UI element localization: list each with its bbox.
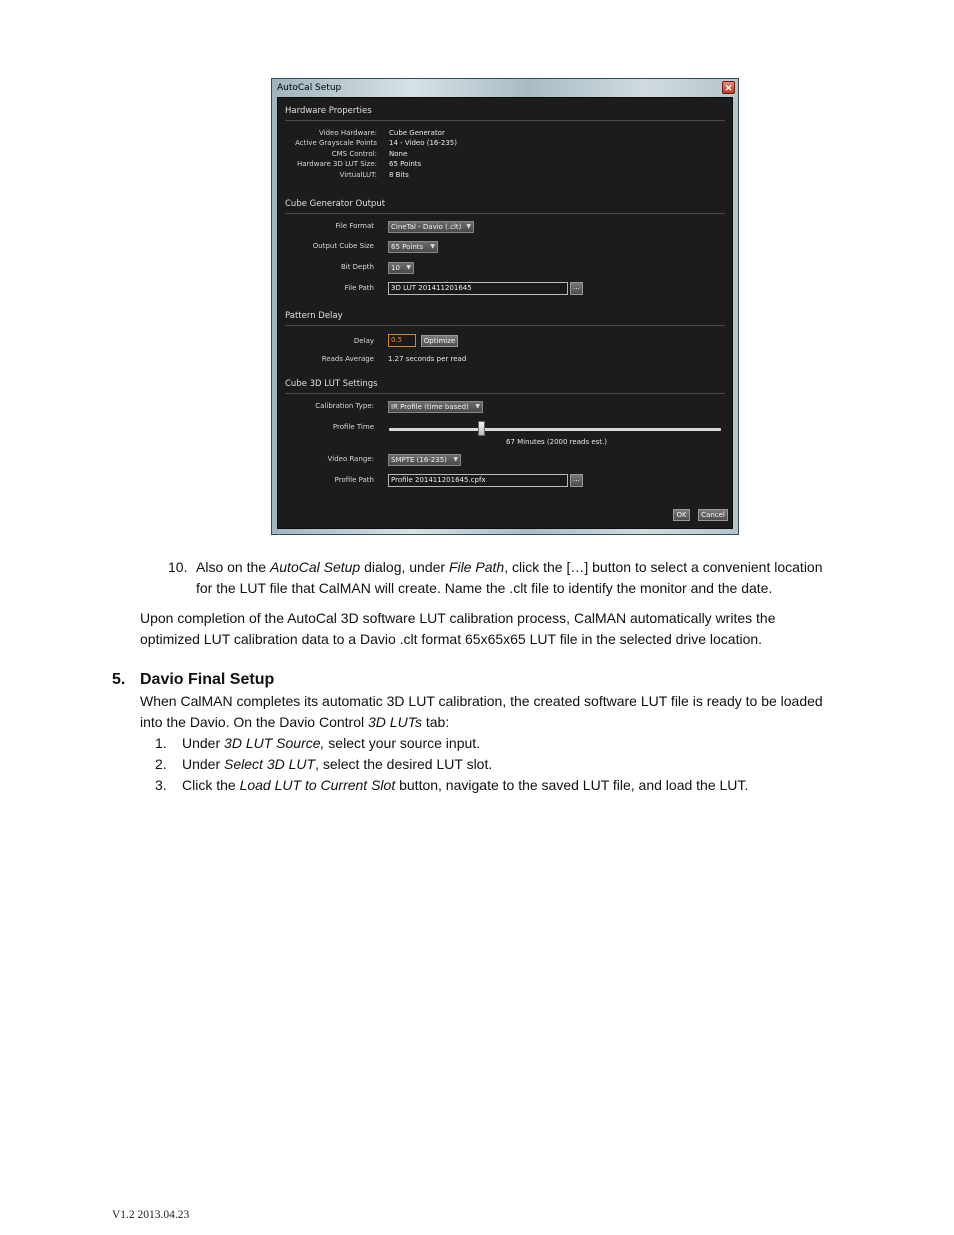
profile-time-slider-thumb[interactable]	[478, 421, 485, 436]
file-path-input[interactable]: 3D LUT 201411201645	[388, 282, 568, 295]
delay-label: Delay	[353, 337, 374, 345]
step-10-line-2: for the LUT file that CalMAN will create. Name the .clt file to identify the monitor and the date.	[196, 580, 773, 596]
bit-depth-label: Bit Depth	[340, 263, 374, 271]
section-5-title: Davio Final Setup	[140, 671, 275, 688]
divider	[285, 213, 725, 214]
section-5-number: 5.	[112, 671, 126, 688]
version-footer: V1.2 2013.04.23	[112, 1209, 190, 1221]
cms-control-value: None	[389, 150, 408, 158]
cms-control-label: CMS Control:	[331, 150, 377, 158]
chevron-down-icon: ▼	[466, 223, 471, 230]
step-1-text: Under 3D LUT Source, select your source input.	[182, 735, 481, 751]
video-range-dropdown[interactable]	[388, 454, 461, 466]
cube-size-dropdown[interactable]	[388, 241, 438, 253]
video-hardware-value: Cube Generator	[389, 129, 445, 137]
paragraph-final-line-2: into the Davio. On the Davio Control 3D LUTs tab:	[140, 714, 450, 730]
calibration-type-dropdown[interactable]	[388, 401, 483, 413]
file-path-label: File Path	[344, 284, 374, 292]
paragraph-completion-line-1: Upon completion of the AutoCal 3D software LUT calibration process, CalMAN automatically writes the	[140, 610, 776, 626]
delay-input[interactable]: 0.5	[388, 334, 416, 347]
reads-average-label: Reads Average	[321, 355, 374, 363]
grayscale-points-value: 14 - Video (16-235)	[389, 139, 457, 147]
file-format-label: File Format	[335, 222, 374, 230]
bit-depth-dropdown[interactable]	[388, 262, 414, 274]
profile-path-label: Profile Path	[334, 476, 374, 484]
divider	[285, 120, 725, 121]
close-icon[interactable]: ✕	[722, 81, 735, 94]
lut-size-label: Hardware 3D LUT Size:	[297, 160, 377, 168]
chevron-down-icon: ▼	[475, 403, 480, 410]
calibration-type-value: IR Profile (time based)	[391, 403, 469, 411]
virtual-lut-value: 8 Bits	[389, 171, 409, 179]
step-3-number: 3.	[155, 777, 167, 793]
cube-generator-output-heading: Cube Generator Output	[285, 199, 386, 209]
dialog-body	[277, 97, 733, 529]
profile-time-label: Profile Time	[332, 423, 374, 431]
chevron-down-icon: ▼	[406, 264, 411, 271]
dialog-title: AutoCal Setup	[277, 83, 342, 93]
lut-size-value: 65 Points	[389, 160, 422, 168]
divider	[285, 393, 725, 394]
step-10-line-1: Also on the AutoCal Setup dialog, under File Path, click the […] button to select a convenient location	[196, 559, 823, 575]
hardware-properties-heading: Hardware Properties	[285, 106, 372, 116]
ok-button[interactable]: OK	[673, 509, 690, 521]
profile-path-input[interactable]: Profile 201411201645.cpfx	[388, 474, 568, 487]
grayscale-points-label: Active Grayscale Points	[295, 139, 377, 147]
virtual-lut-label: VirtualLUT:	[339, 171, 377, 179]
cube-size-value: 65 Points	[391, 243, 424, 251]
bit-depth-value: 10	[391, 264, 400, 272]
video-hardware-label: Video Hardware:	[319, 129, 377, 137]
profile-path-browse-button[interactable]: ...	[570, 474, 583, 487]
pattern-delay-heading: Pattern Delay	[285, 311, 343, 321]
step-1-number: 1.	[155, 735, 167, 751]
cube-lut-settings-heading: Cube 3D LUT Settings	[285, 379, 378, 389]
chevron-down-icon: ▼	[453, 456, 458, 463]
file-path-browse-button[interactable]: ...	[570, 282, 583, 295]
step-2-number: 2.	[155, 756, 167, 772]
profile-time-slider[interactable]	[389, 428, 721, 431]
step-3-text: Click the Load LUT to Current Slot button, navigate to the saved LUT file, and load the LUT.	[182, 777, 749, 793]
cube-size-label: Output Cube Size	[312, 242, 374, 250]
step-2-text: Under Select 3D LUT, select the desired LUT slot.	[182, 756, 493, 772]
profile-time-value: 67 Minutes (2000 reads est.)	[506, 438, 607, 446]
reads-average-value: 1.27 seconds per read	[388, 355, 467, 363]
optimize-button[interactable]: Optimize	[421, 335, 458, 347]
video-range-value: SMPTE (16-235)	[391, 456, 447, 464]
calibration-type-label: Calibration Type:	[315, 402, 374, 410]
paragraph-final-line-1: When CalMAN completes its automatic 3D LUT calibration, the created software LUT file is ready to be loaded	[140, 693, 823, 709]
autocal-setup-dialog	[271, 78, 739, 535]
paragraph-completion-line-2: optimized LUT calibration data to a Davio .clt format 65x65x65 LUT file in the selected drive location.	[140, 631, 763, 647]
file-format-value: CineTal - Davio (.clt)	[391, 223, 462, 231]
cancel-button[interactable]: Cancel	[698, 509, 728, 521]
step-10-number: 10.	[168, 559, 188, 575]
video-range-label: Video Range:	[327, 455, 374, 463]
chevron-down-icon: ▼	[430, 243, 435, 250]
file-format-dropdown[interactable]	[388, 221, 474, 233]
divider	[285, 325, 725, 326]
